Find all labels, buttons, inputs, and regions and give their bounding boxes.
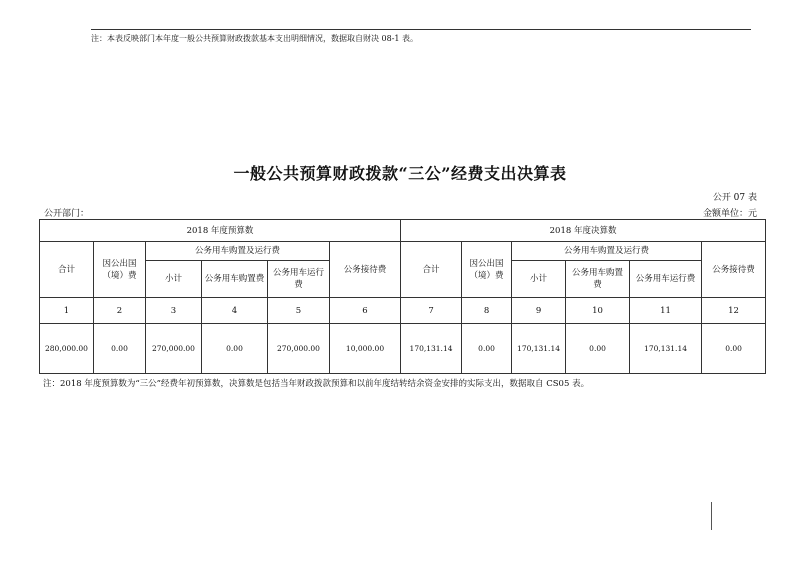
budget-abroad-value: 0.00 bbox=[94, 324, 146, 374]
footnote: 注：2018 年度预算数为“三公”经费年初预算数，决算数是包括当年财政拨款预算和以前年度结转结余资金安排的实际支出，数据取自 CS05 表。 bbox=[43, 379, 590, 389]
column-number-row bbox=[40, 298, 766, 324]
header-rule bbox=[91, 29, 751, 30]
final-vehicle-purchase-value: 0.00 bbox=[566, 324, 630, 374]
final-vehicle-group-header: 公务用车购置及运行费 bbox=[512, 242, 702, 261]
final-subtotal-header: 小计 bbox=[512, 261, 566, 298]
budget-group-header: 2018 年度预算数 bbox=[40, 220, 401, 242]
margin-mark bbox=[711, 502, 712, 530]
budget-vehicle-operation-header: 公务用车运行费 bbox=[268, 261, 330, 298]
budget-subtotal-value: 270,000.00 bbox=[146, 324, 202, 374]
top-note: 注：本表反映部门本年度一般公共预算财政拨款基本支出明细情况，数据取自财决 08-1 表。 bbox=[91, 34, 419, 43]
value-row bbox=[40, 324, 766, 374]
final-vehicle-operation-value: 170,131.14 bbox=[630, 324, 702, 374]
final-group-header: 2018 年度决算数 bbox=[401, 220, 766, 242]
final-vehicle-purchase-header: 公务用车购置费 bbox=[566, 261, 630, 298]
budget-total-header: 合计 bbox=[40, 242, 94, 298]
budget-reception-value: 10,000.00 bbox=[330, 324, 401, 374]
column-number: 7 bbox=[401, 298, 462, 324]
column-number: 8 bbox=[462, 298, 512, 324]
column-number: 2 bbox=[94, 298, 146, 324]
budget-vehicle-operation-value: 270,000.00 bbox=[268, 324, 330, 374]
column-number: 1 bbox=[40, 298, 94, 324]
column-number: 9 bbox=[512, 298, 566, 324]
amount-unit-label: 金额单位：元 bbox=[702, 209, 757, 219]
form-code: 公开 07 表 bbox=[712, 193, 757, 203]
column-number: 12 bbox=[702, 298, 766, 324]
budget-subtotal-header: 小计 bbox=[146, 261, 202, 298]
final-vehicle-operation-header: 公务用车运行费 bbox=[630, 261, 702, 298]
column-number: 6 bbox=[330, 298, 401, 324]
final-total-value: 170,131.14 bbox=[401, 324, 462, 374]
budget-vehicle-purchase-header: 公务用车购置费 bbox=[202, 261, 268, 298]
final-abroad-value: 0.00 bbox=[462, 324, 512, 374]
column-number: 4 bbox=[202, 298, 268, 324]
column-number: 5 bbox=[268, 298, 330, 324]
final-subtotal-value: 170,131.14 bbox=[512, 324, 566, 374]
department-label: 公开部门： bbox=[44, 209, 90, 219]
final-reception-value: 0.00 bbox=[702, 324, 766, 374]
page-title: 一般公共预算财政拨款“三公”经费支出决算表 bbox=[233, 164, 567, 183]
final-reception-header: 公务接待费 bbox=[702, 242, 766, 298]
final-total-header: 合计 bbox=[401, 242, 462, 298]
budget-vehicle-purchase-value: 0.00 bbox=[202, 324, 268, 374]
column-number: 11 bbox=[630, 298, 702, 324]
column-number: 3 bbox=[146, 298, 202, 324]
expense-table bbox=[39, 219, 766, 374]
budget-abroad-header: 因公出国（境）费 bbox=[94, 242, 146, 298]
budget-vehicle-group-header: 公务用车购置及运行费 bbox=[146, 242, 330, 261]
column-number: 10 bbox=[566, 298, 630, 324]
budget-total-value: 280,000.00 bbox=[40, 324, 94, 374]
final-abroad-header: 因公出国（境）费 bbox=[462, 242, 512, 298]
budget-reception-header: 公务接待费 bbox=[330, 242, 401, 298]
